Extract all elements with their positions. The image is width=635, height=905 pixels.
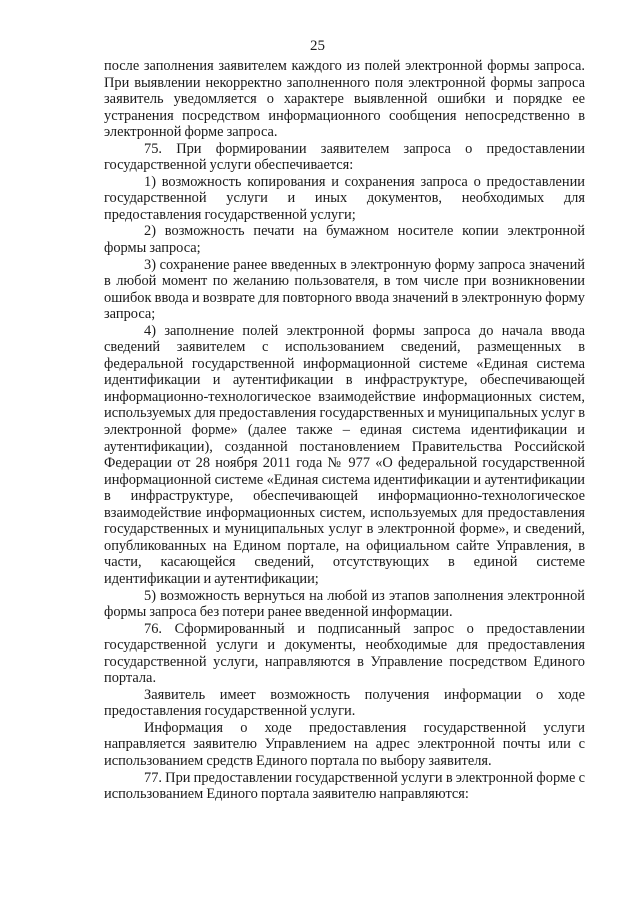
paragraph-applicant-info: Заявитель имеет возможность получения информации о ходе предоставления государственной услуги. [104, 686, 585, 720]
paragraph-status-info: Информация о ходе предоставления государственной услуги направляется заявителю Управлением на адрес электронной почты или с использованием средств Единого портала по выбору заявителя. [104, 719, 585, 769]
list-item-2: 2) возможность печати на бумажном носителе копии электронной формы запроса; [104, 223, 585, 257]
list-item-5: 5) возможность вернуться на любой из этапов заполнения электронной формы запроса без потери ранее введенной информации. [104, 587, 585, 621]
page-number: 25 [310, 38, 325, 54]
paragraph-76: 76. Сформированный и подписанный запрос о предоставлении государственной услуги и документы, необходимые для предоставления государственной услуги, направляются в Управление посредством Единого портала. [104, 620, 585, 687]
paragraph-77: 77. При предоставлении государственной услуги в электронной форме с использованием Единого портала заявителю направляются: [104, 769, 585, 803]
list-item-4: 4) заполнение полей электронной формы запроса до начала ввода сведений заявителем с использованием сведений, размещенных в федеральной государственной информационной системе «Единая система идентификации и аутентификации в инфраструктуре, обеспечивающей информационно-технологическое взаимодействие информационных систем, используемых для предоставления государственных и муниципальных услуг в электронной форме» (далее также – единая система идентификации и аутентификации), созданной постановлением Правительства Российской Федерации от 28 ноября 2011 года № 977 «О федеральной государственной информационной системе «Единая система идентификации и аутентификации в инфраструктуре, обеспечивающей информационно-технологическое взаимодействие информационных систем, используемых для предоставления государственных и муниципальных услуг в электронной форме», и сведений, опубликованных на Едином портале, на официальном сайте Управления, в части, касающейся сведений, отсутствующих в единой системе идентификации и аутентификации; [104, 322, 585, 587]
paragraph-75: 75. При формировании заявителем запроса о предоставлении государственной услуги обеспечивается: [104, 140, 585, 174]
paragraph-continuation: после заполнения заявителем каждого из полей электронной формы запроса. При выявлении некорректно заполненного поля электронной формы запроса заявитель уведомляется о характере выявленной ошибки и порядке ее устранения посредством информационного сообщения непосредственно в электронной форме запроса. [104, 58, 585, 141]
document-body [104, 58, 585, 803]
list-item-1: 1) возможность копирования и сохранения запроса о предоставлении государственной услуги и иных документов, необходимых для предоставления государственной услуги; [104, 173, 585, 223]
list-item-3: 3) сохранение ранее введенных в электронную форму запроса значений в любой момент по желанию пользователя, в том числе при возникновении ошибок ввода и возврате для повторного ввода значений в электронную форму запроса; [104, 256, 585, 323]
